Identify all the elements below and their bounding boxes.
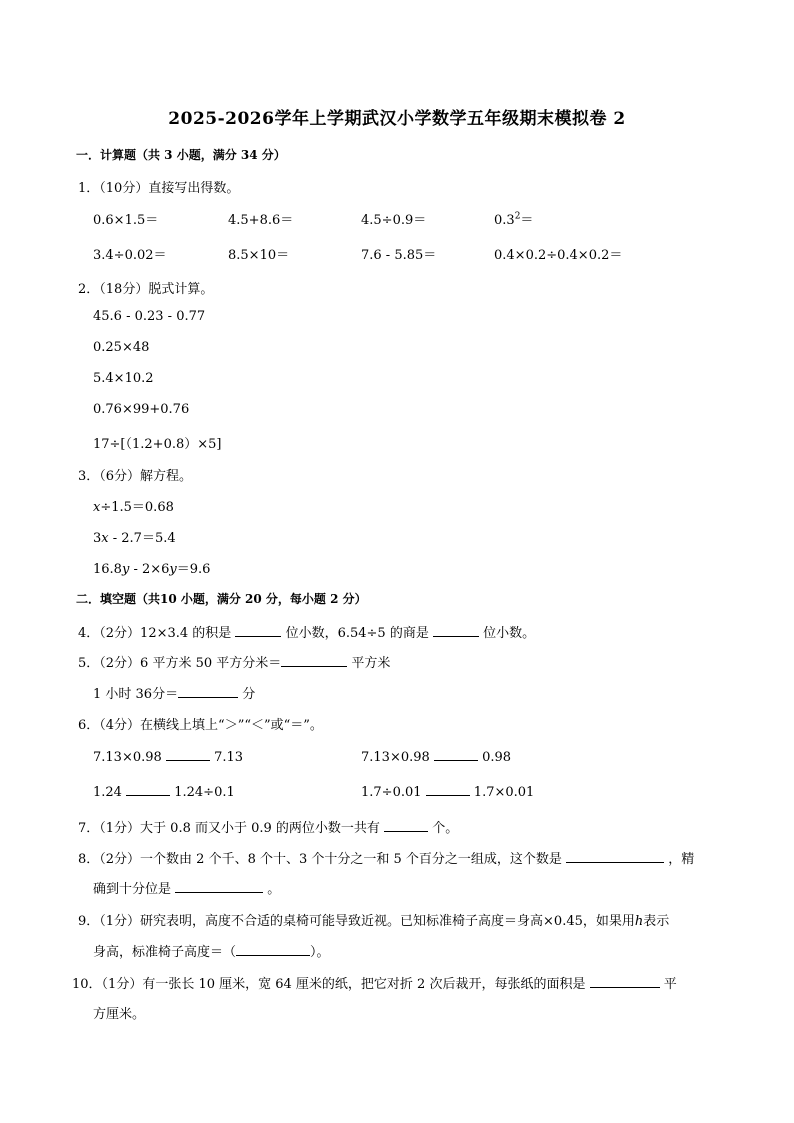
equation-text: ÷1.5＝0.68 xyxy=(100,500,174,515)
q1-item: 7.6 - 5.85＝ xyxy=(361,248,437,263)
q2-item: 5.4×10.2 xyxy=(93,371,154,386)
q1-item: 4.5÷0.9＝ xyxy=(361,213,427,228)
q6-compare xyxy=(93,783,235,800)
q4-text: 位小数。 xyxy=(483,626,536,641)
power-exponent: 2 xyxy=(514,211,521,222)
q6-compare xyxy=(361,748,511,765)
power-base: 0.3 xyxy=(494,213,515,228)
q2-item: 0.25×48 xyxy=(93,340,150,355)
coefficient: 3 xyxy=(93,531,102,546)
q1-item: 8.5×10＝ xyxy=(228,248,290,263)
compare-right: 1.24÷0.1 xyxy=(174,785,235,800)
q9 xyxy=(78,910,669,929)
q6-compare xyxy=(93,748,243,765)
q10-part-2: 方厘米。 xyxy=(93,1007,146,1022)
q9-text: ）。 xyxy=(310,945,330,960)
q5-text: 平方米 xyxy=(351,656,391,671)
answer-blank[interactable] xyxy=(235,624,281,637)
answer-blank[interactable] xyxy=(281,654,347,667)
page-title: 2025-2026学年上学期武汉小学数学五年级期末模拟卷 2 xyxy=(168,109,626,129)
q3-label: 3．（6分）解方程。 xyxy=(78,469,193,484)
compare-left: 7.13×0.98 xyxy=(361,750,430,765)
q6-compare xyxy=(361,783,534,800)
q3-equation-2 xyxy=(93,527,176,546)
variable: h xyxy=(634,914,644,929)
compare-left: 1.7÷0.01 xyxy=(361,785,422,800)
q10-text: 10．（1分）有一张长 10 厘米，宽 64 厘米的纸，把它对折 2 次后裁开，每张纸的面积是 xyxy=(72,977,586,992)
q5-text: 1 小时 36分＝ xyxy=(93,687,179,702)
variable: x xyxy=(101,531,109,546)
equation-text: ＝9.6 xyxy=(176,562,211,577)
answer-blank[interactable] xyxy=(236,943,310,956)
answer-blank[interactable] xyxy=(426,783,470,796)
q7 xyxy=(78,817,458,836)
q9-text: 9．（1分）研究表明，高度不合适的桌椅可能导致近视。已知标准椅子高度＝身高×0.45，如果用 xyxy=(78,914,635,929)
q4-text: 位小数，6.54÷5 的商是 xyxy=(285,626,429,641)
q10 xyxy=(72,973,677,992)
q1-item: 4.5+8.6＝ xyxy=(228,213,294,228)
q2-item: 17÷[（1.2+0.8）×5] xyxy=(93,437,222,452)
answer-blank[interactable] xyxy=(166,748,210,761)
equation-text: - 2×6 xyxy=(129,562,170,577)
q3-equation-3 xyxy=(93,558,210,577)
q8-text: 。 xyxy=(267,882,281,897)
section-2-heading: 二．填空题（共10 小题，满分 20 分，每小题 2 分） xyxy=(76,592,367,606)
equation-text: - 2.7＝5.4 xyxy=(108,531,176,546)
q8-text: ，精 xyxy=(668,852,695,867)
q1-item: 0.4×0.2÷0.4×0.2＝ xyxy=(494,248,623,263)
q2-item: 45.6 - 0.23 - 0.77 xyxy=(93,309,206,324)
variable: y xyxy=(169,562,177,577)
variable: x xyxy=(93,500,101,515)
q1-item-power xyxy=(494,209,533,228)
answer-blank[interactable] xyxy=(434,748,478,761)
q8-text: 确到十分位是 xyxy=(93,882,172,897)
q8-part-2 xyxy=(93,878,280,897)
q9-text: 身高，标准椅子高度＝（ xyxy=(93,945,237,960)
q5-text: 分 xyxy=(242,687,256,702)
q1-item: 3.4÷0.02＝ xyxy=(93,248,167,263)
q5 xyxy=(78,652,390,671)
q10-text: 平 xyxy=(663,977,677,992)
q9-text: 表示 xyxy=(643,914,670,929)
q4 xyxy=(78,622,535,641)
compare-left: 1.24 xyxy=(93,785,122,800)
q7-text: 个。 xyxy=(432,821,459,836)
coefficient: 16.8 xyxy=(93,562,122,577)
answer-blank[interactable] xyxy=(175,880,263,893)
q2-item: 0.76×99+0.76 xyxy=(93,402,190,417)
answer-blank[interactable] xyxy=(433,624,479,637)
q8 xyxy=(78,848,694,867)
q1-label: 1．（10分）直接写出得数。 xyxy=(78,181,240,196)
answer-blank[interactable] xyxy=(126,783,170,796)
q1-item: 0.6×1.5＝ xyxy=(93,213,159,228)
compare-left: 7.13×0.98 xyxy=(93,750,162,765)
answer-blank[interactable] xyxy=(590,975,660,988)
q8-text: 8．（2分）一个数由 2 个千、8 个十、3 个十分之一和 5 个百分之一组成，这个数是 xyxy=(78,852,562,867)
q3-equation-1 xyxy=(93,496,174,515)
variable: y xyxy=(121,562,130,577)
q7-text: 7．（1分）大于 0.8 而又小于 0.9 的两位小数一共有 xyxy=(78,821,380,836)
answer-blank[interactable] xyxy=(178,685,238,698)
q5-text: 5．（2分）6 平方米 50 平方分米＝ xyxy=(78,656,282,671)
q5-part-2 xyxy=(93,683,255,702)
q6-label: 6．（4分）在横线上填上“＞”“＜”或“＝”。 xyxy=(78,718,323,733)
section-1-heading: 一．计算题（共 3 小题，满分 34 分） xyxy=(76,148,286,162)
compare-right: 1.7×0.01 xyxy=(473,785,535,800)
answer-blank[interactable] xyxy=(566,850,664,863)
q2-label: 2．（18分）脱式计算。 xyxy=(78,282,214,297)
equals-sign: ＝ xyxy=(520,213,534,228)
compare-right: 7.13 xyxy=(214,750,244,765)
answer-blank[interactable] xyxy=(384,819,428,832)
q4-text: 4．（2分）12×3.4 的积是 xyxy=(78,626,232,641)
compare-right: 0.98 xyxy=(482,750,512,765)
q9-part-2 xyxy=(93,941,330,960)
